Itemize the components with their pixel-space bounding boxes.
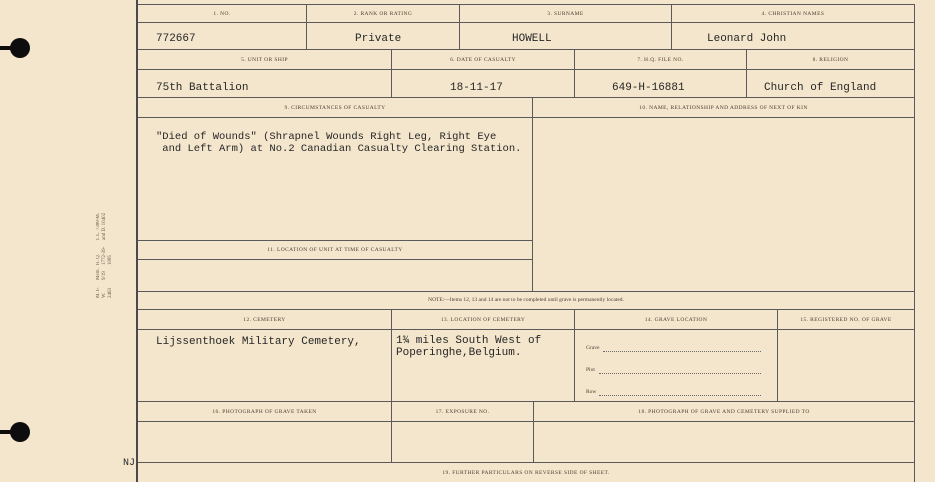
header-rule xyxy=(575,69,747,70)
field-next-of-kin xyxy=(533,98,915,292)
field-circumstances xyxy=(138,98,533,241)
field-christian-names xyxy=(672,4,915,50)
header-rule xyxy=(534,421,915,422)
side-print-line: I. L. 7388-M. and D. 10402 xyxy=(96,212,107,240)
field-location-cemetery-line2: Poperinghe,Belgium. xyxy=(396,347,522,359)
field-date-casualty-value: 18-11-17 xyxy=(450,82,503,94)
corner-mark: NJ xyxy=(123,458,136,469)
header-rule xyxy=(138,69,392,70)
plot-line xyxy=(599,373,761,374)
field-cemetery-label: 12. CEMETERY xyxy=(243,317,286,323)
field-circumstances-line2: and Left Arm) at No.2 Canadian Casualty Clearing Station. xyxy=(156,143,522,155)
field-registered-label: 15. REGISTERED NO. OF GRAVE xyxy=(800,317,892,323)
field-unit-label: 5. UNIT OR SHIP xyxy=(241,57,288,63)
field-rank-value: Private xyxy=(355,33,402,45)
field-christian-names-label: 4. CHRISTIAN NAMES xyxy=(761,11,825,17)
field-circumstances-line1: "Died of Wounds" (Shrapnel Wounds Right Leg, Right Eye xyxy=(156,131,497,143)
field-photo-supplied xyxy=(534,402,915,463)
side-print-line: H. Q. 1772-39-1085 xyxy=(96,246,113,266)
field-christian-names-value: Leonard John xyxy=(707,33,787,45)
field-photo-supplied-label: 18. PHOTOGRAPH OF GRAVE AND CEMETERY SUPPLIED TO xyxy=(638,409,810,415)
field-hq-file xyxy=(575,50,747,98)
header-rule xyxy=(533,117,915,118)
field-unit-value: 75th Battalion xyxy=(156,82,249,94)
header-rule xyxy=(392,329,575,330)
header-rule xyxy=(138,421,392,422)
field-hq-file-value: 649-H-16881 xyxy=(612,82,685,94)
note-row xyxy=(138,292,915,310)
field-date-casualty-label: 6. DATE OF CASUALTY xyxy=(450,57,516,63)
field-surname xyxy=(460,4,672,50)
field-photo-taken-label: 16. PHOTOGRAPH OF GRAVE TAKEN xyxy=(212,409,317,415)
field-location-unit-label: 11. LOCATION OF UNIT AT TIME OF CASUALTY xyxy=(267,247,403,253)
field-location-unit xyxy=(138,241,533,292)
field-next-of-kin-label: 10. NAME, RELATIONSHIP AND ADDRESS OF NEXT OF KIN xyxy=(639,105,808,111)
field-religion-value: Church of England xyxy=(764,82,877,94)
side-print-line: Mem. 9/19 xyxy=(96,267,107,280)
field-surname-label: 3. SURNAME xyxy=(547,11,584,17)
field-hq-file-label: 7. H.Q. FILE NO. xyxy=(637,57,684,63)
field-rank-label: 2. RANK OR RATING xyxy=(353,11,413,17)
field-surname-value: HOWELL xyxy=(512,33,552,45)
field-grave-location xyxy=(575,310,778,402)
field-unit xyxy=(138,50,392,98)
field-location-cemetery xyxy=(392,310,575,402)
header-rule xyxy=(138,259,533,260)
side-print-line: M. F. W. 2463 xyxy=(96,287,113,298)
header-rule xyxy=(575,329,778,330)
field-no-label: 1. NO. xyxy=(213,11,231,17)
header-rule xyxy=(392,69,575,70)
field-rank xyxy=(307,4,460,50)
grave-label: Grave xyxy=(586,345,600,351)
field-photo-taken xyxy=(138,402,392,463)
header-rule xyxy=(138,22,307,23)
punch-hole-top xyxy=(10,38,30,58)
field-further-label: 19. FURTHER PARTICULARS ON REVERSE SIDE OF SHEET. xyxy=(442,470,610,476)
field-registered xyxy=(778,310,915,402)
plot-label: Plot xyxy=(586,367,595,373)
field-religion-label: 8. RELIGION xyxy=(812,57,849,63)
field-no-value: 772667 xyxy=(156,33,196,45)
field-location-cemetery-label: 13. LOCATION OF CEMETERY xyxy=(440,317,526,323)
field-further xyxy=(138,463,915,482)
field-cemetery-value: Lijssenthoek Military Cemetery, xyxy=(156,336,361,348)
field-cemetery xyxy=(138,310,392,402)
grave-line xyxy=(603,351,761,352)
header-rule xyxy=(747,69,915,70)
field-circumstances-label: 9. CIRCUMSTANCES OF CASUALTY xyxy=(284,105,386,111)
header-rule xyxy=(778,329,915,330)
field-exposure-label: 17. EXPOSURE NO. xyxy=(435,409,490,415)
header-rule xyxy=(138,117,533,118)
header-rule xyxy=(460,22,672,23)
punch-hole-bottom xyxy=(10,422,30,442)
field-religion xyxy=(747,50,915,98)
side-print-margin xyxy=(96,208,136,298)
field-location-cemetery-line1: 1¾ miles South West of xyxy=(396,335,542,347)
header-rule xyxy=(138,329,392,330)
row-label: Row xyxy=(586,389,597,395)
casualty-card xyxy=(136,0,915,482)
field-grave-location-label: 14. GRAVE LOCATION xyxy=(644,317,708,323)
header-rule xyxy=(307,22,460,23)
row-line xyxy=(599,395,761,396)
header-rule xyxy=(392,421,534,422)
header-rule xyxy=(672,22,915,23)
field-date-casualty xyxy=(392,50,575,98)
note-text: NOTE:—Items 12, 13 and 14 are not to be completed until grave is permanently located. xyxy=(428,297,624,303)
field-exposure xyxy=(392,402,534,463)
field-no xyxy=(138,4,307,50)
